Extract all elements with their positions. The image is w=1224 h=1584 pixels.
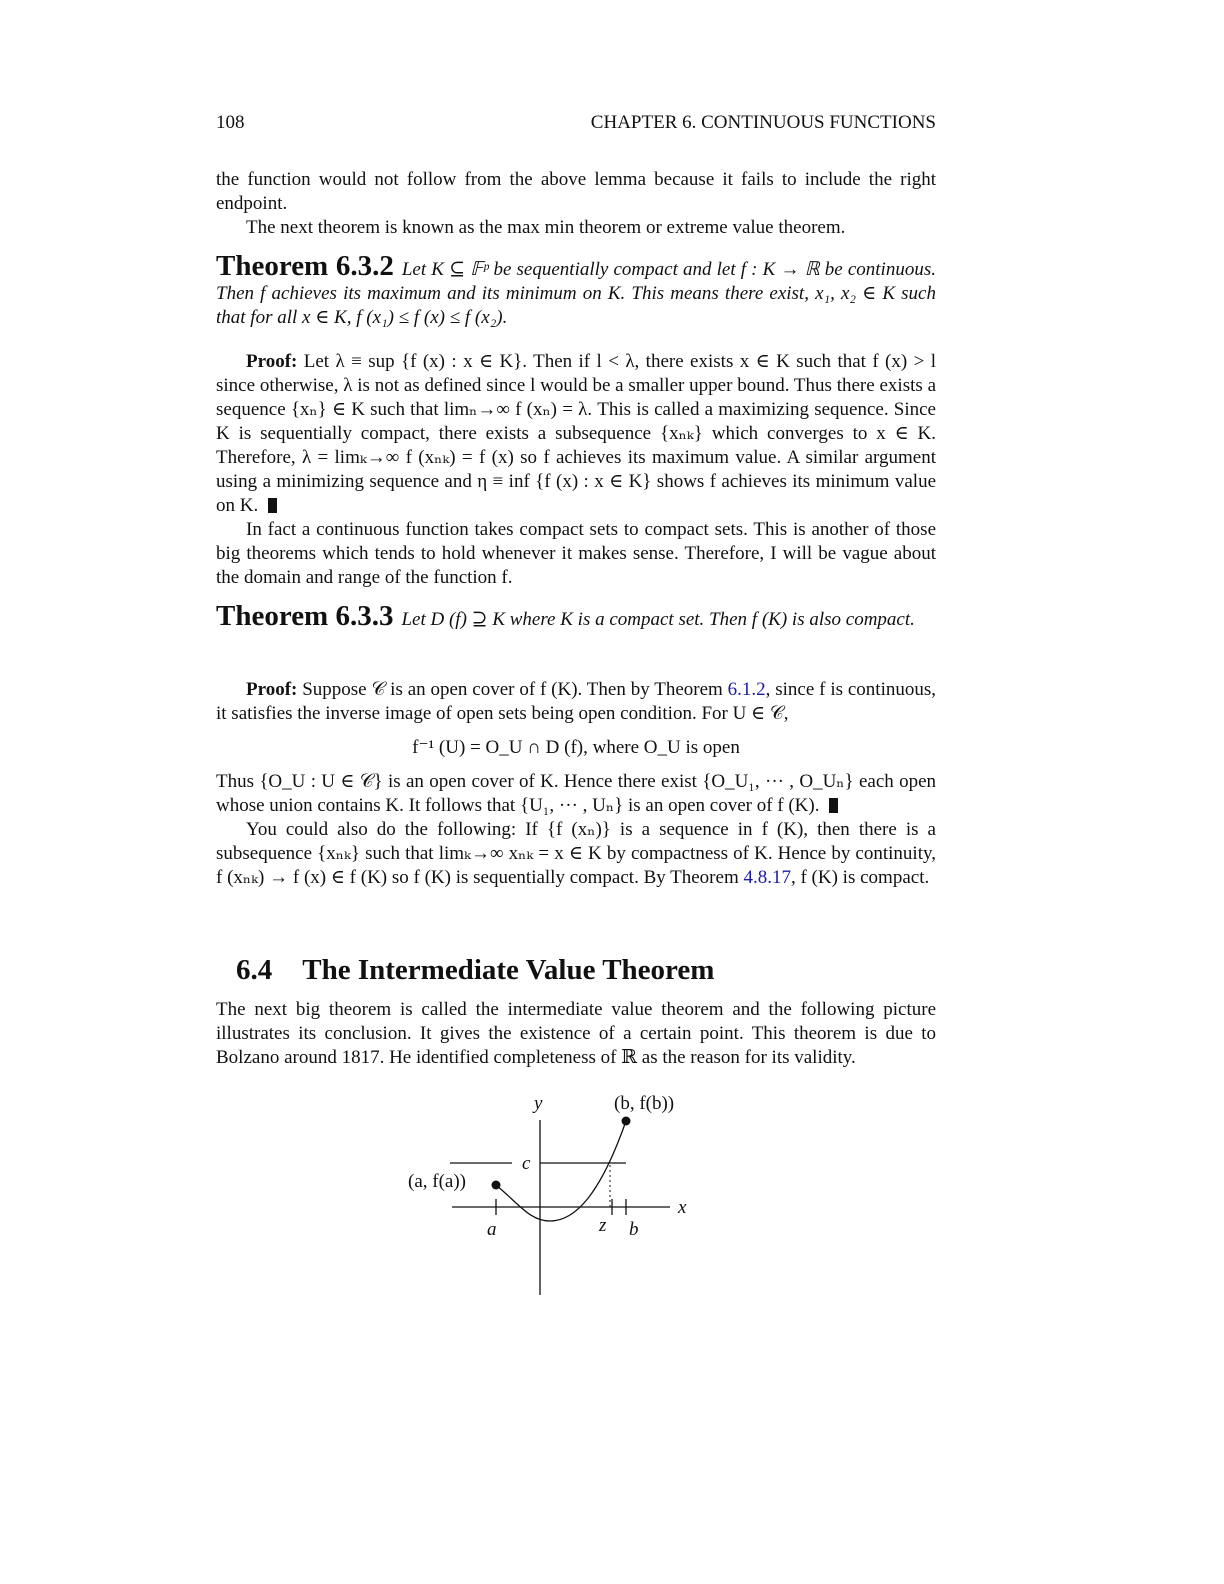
ivt-paragraph — [216, 998, 936, 1070]
ivt-text: The next big theorem is called the intermediate value theorem and the following picture illustrates its conclusion. It gives the existence of a certain point. This theorem is due to Bolzano around 1817. He identified completeness of ℝ as the reason for its validity. — [216, 999, 936, 1068]
section-heading — [236, 954, 714, 987]
section-title: The Intermediate Value Theorem — [302, 954, 715, 986]
theorem-label: Theorem 6.3.2 — [216, 250, 394, 282]
display-equation: f⁻¹ (U) = O_U ∩ D (f), where O_U is open — [412, 737, 740, 758]
label-c: c — [522, 1153, 531, 1174]
qed-mark — [829, 798, 838, 813]
alt-text-a: You could also do the following: If {f (xₙ)} is a sequence in f (K), then there is a subsequence {xₙₖ} such that limₖ→∞ xₙₖ = x ∈ K by compactness of K. Hence by continuity, f (xₙₖ) → f (x) ∈ f (K) so f (K) is sequentially compact. By Theorem — [216, 819, 936, 888]
alt-text-b: , f (K) is compact. — [790, 867, 930, 888]
label-b: b — [629, 1219, 639, 1240]
theorem-link-6-1-2[interactable]: 6.1.2 — [727, 679, 766, 700]
proof-label: Proof: — [246, 351, 298, 372]
proof-text-a: Suppose 𝒞 is an open cover of f (K). Then by Theorem — [302, 679, 728, 700]
intro-block — [216, 168, 936, 240]
label-a-point: (a, f(a)) — [408, 1171, 467, 1192]
point-a — [492, 1181, 501, 1190]
intro-text: the function would not follow from the above lemma because it fails to include the right endpoint. — [216, 169, 936, 214]
theorem-6-3-3 — [216, 600, 936, 632]
theorem-label: Theorem 6.3.3 — [216, 600, 394, 632]
section-number: 6.4 — [236, 954, 273, 986]
theorem-6-3-2 — [216, 250, 936, 330]
chapter-title: CHAPTER 6. CONTINUOUS FUNCTIONS — [590, 112, 936, 133]
point-b — [622, 1117, 631, 1126]
proof-6-3-3 — [216, 678, 936, 890]
intro-text-2: The next theorem is known as the max min theorem or extreme value theorem. — [246, 217, 846, 238]
theorem-link-4-8-17[interactable]: 4.8.17 — [743, 867, 791, 888]
label-b-point: (b, f(b)) — [614, 1093, 675, 1114]
proof-6-3-2 — [216, 350, 936, 590]
label-a: a — [487, 1219, 497, 1240]
label-z: z — [599, 1215, 607, 1236]
function-curve — [496, 1121, 626, 1221]
proof-label: Proof: — [246, 679, 298, 700]
ivt-figure — [400, 1085, 700, 1300]
label-x: x — [678, 1197, 687, 1218]
running-header — [216, 112, 936, 134]
theorem-statement: Let D (f) ⊇ K where K is a compact set. Then f (K) is also compact. — [401, 609, 915, 630]
proof-text: Let λ ≡ sup {f (x) : x ∈ K}. Then if l < λ, there exists x ∈ K such that f (x) > l since otherwise, λ is not as defined since l would be a smaller upper bound. Thus there exists a sequence {xₙ} ∈ K such that limₙ→∞ f (xₙ) = λ. This is called a maximizing sequence. Since K is sequentially compact, there exists a subsequence {xₙₖ} which converges to x ∈ K. Therefore, λ = limₖ→∞ f (xₙₖ) = f (x) so f achieves its maximum value. A similar argument using a minimizing sequence and η ≡ inf {f (x) : x ∈ K} shows f achieves its minimum value on K. — [216, 351, 937, 516]
proof-text-b: , since f is continuous, it satisfies the inverse image of open sets being open condition. For U ∈ 𝒞, — [216, 679, 936, 724]
label-y: y — [534, 1093, 543, 1114]
proof-text-c: Thus {O_U : U ∈ 𝒞} is an open cover of K. Hence there exist {O_U₁, ··· , O_Uₙ} each open whose union contains K. It follows that {U₁, ··· , Uₙ} is an open cover of f (K). — [216, 771, 936, 816]
page-number: 108 — [216, 112, 245, 133]
qed-mark — [268, 498, 277, 513]
theorem-statement: Let K ⊆ 𝔽ᵖ be sequentially compact and let f : K → ℝ be continuous. Then f achieves its maximum and its minimum on K. This means there exist, x₁, x₂ ∈ K such that for all x ∈ K, f (x₁) ≤ f (x) ≤ f (x₂). — [216, 259, 936, 328]
compact-paragraph: In fact a continuous function takes compact sets to compact sets. This is another of those big theorems which tends to hold whenever it makes sense. Therefore, I will be vague about the domain and range of the function f. — [216, 519, 936, 588]
